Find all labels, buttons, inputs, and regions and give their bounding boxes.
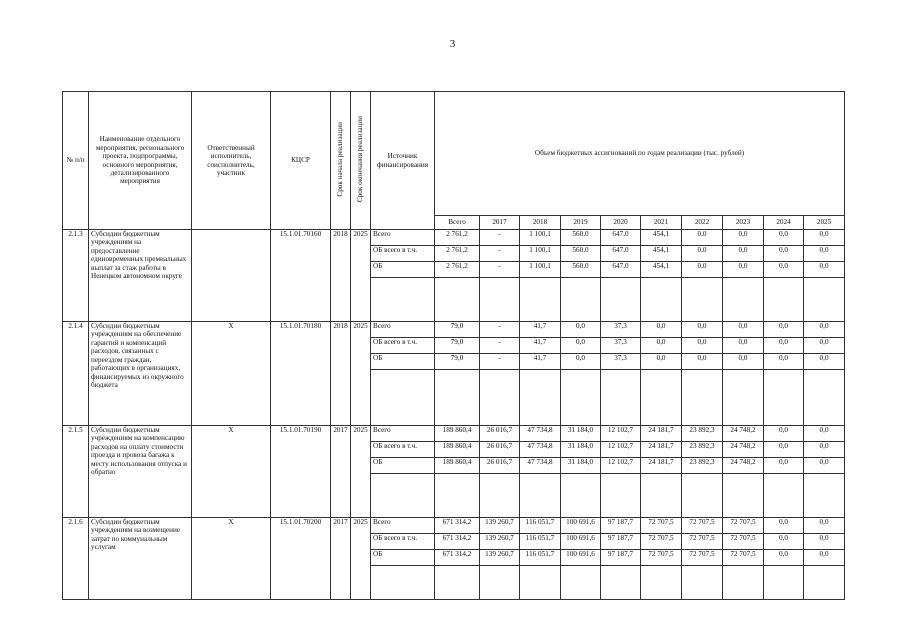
row-value: 1 100,1 bbox=[520, 262, 561, 278]
row-value: 72 707,5 bbox=[723, 534, 764, 550]
spacer-cell bbox=[371, 566, 435, 600]
table-row bbox=[63, 322, 845, 338]
row-value: - bbox=[480, 230, 520, 246]
spacer-cell bbox=[561, 370, 601, 426]
header-start-text: Срок начала реализации bbox=[336, 121, 345, 197]
row-value: 0,0 bbox=[561, 322, 601, 338]
row-value: 24 748,2 bbox=[723, 458, 764, 474]
row-value: 24 181,7 bbox=[641, 458, 682, 474]
spacer-cell bbox=[480, 566, 520, 600]
row-value: 31 184,0 bbox=[561, 458, 601, 474]
row-value: 0,0 bbox=[561, 354, 601, 370]
row-value: 26 016,7 bbox=[480, 442, 520, 458]
table-row bbox=[63, 426, 845, 442]
row-kcsr: 15.1.01.70160 bbox=[271, 230, 331, 322]
row-kcsr: 15.1.01.70200 bbox=[271, 518, 331, 600]
row-value: 37,3 bbox=[601, 322, 641, 338]
row-value: 72 707,5 bbox=[682, 550, 723, 566]
spacer-cell bbox=[601, 278, 641, 322]
spacer-cell bbox=[371, 370, 435, 426]
spacer-cell bbox=[435, 474, 480, 518]
row-value: 100 691,6 bbox=[561, 534, 601, 550]
header-year: 2019 bbox=[561, 216, 601, 230]
row-value: 454,1 bbox=[641, 230, 682, 246]
spacer-cell bbox=[520, 370, 561, 426]
row-value: 139 260,7 bbox=[480, 534, 520, 550]
row-value: 24 181,7 bbox=[641, 442, 682, 458]
row-value: 41,7 bbox=[520, 354, 561, 370]
row-source: ОБ bbox=[371, 550, 435, 566]
row-value: - bbox=[480, 262, 520, 278]
row-end: 2025 bbox=[351, 322, 371, 426]
row-value: 0,0 bbox=[682, 262, 723, 278]
row-value: 41,7 bbox=[520, 338, 561, 354]
row-value: 2 761,2 bbox=[435, 262, 480, 278]
row-value: 0,0 bbox=[764, 322, 804, 338]
row-source: ОБ всего в т.ч. bbox=[371, 442, 435, 458]
row-value: 0,0 bbox=[804, 338, 845, 354]
spacer-cell bbox=[723, 370, 764, 426]
row-value: 72 707,5 bbox=[682, 534, 723, 550]
row-value: 0,0 bbox=[804, 246, 845, 262]
spacer-cell bbox=[804, 278, 845, 322]
row-value: 647,0 bbox=[601, 246, 641, 262]
row-value: 0,0 bbox=[682, 338, 723, 354]
row-value: 26 016,7 bbox=[480, 426, 520, 442]
row-value: 12 102,7 bbox=[601, 458, 641, 474]
row-value: 116 051,7 bbox=[520, 550, 561, 566]
row-value: - bbox=[480, 338, 520, 354]
row-value: 72 707,5 bbox=[641, 518, 682, 534]
header-volume: Объем бюджетных ассигнований по годам реализации (тыс. рублей) bbox=[435, 92, 845, 216]
row-num: 2.1.3 bbox=[63, 230, 89, 322]
header-year: 2020 bbox=[601, 216, 641, 230]
row-value: 0,0 bbox=[764, 354, 804, 370]
row-value: 0,0 bbox=[723, 262, 764, 278]
row-value: 0,0 bbox=[804, 458, 845, 474]
row-value: 647,0 bbox=[601, 230, 641, 246]
budget-allocation-table bbox=[62, 91, 845, 600]
header-year: 2025 bbox=[804, 216, 845, 230]
row-source: Всего bbox=[371, 426, 435, 442]
page-number: 3 bbox=[449, 38, 456, 50]
spacer-cell bbox=[764, 474, 804, 518]
row-value: 79,0 bbox=[435, 322, 480, 338]
spacer-cell bbox=[682, 370, 723, 426]
spacer-cell bbox=[561, 474, 601, 518]
row-source: ОБ bbox=[371, 354, 435, 370]
header-year: 2023 bbox=[723, 216, 764, 230]
spacer-cell bbox=[641, 370, 682, 426]
row-value: 47 734,8 bbox=[520, 458, 561, 474]
spacer-cell bbox=[371, 474, 435, 518]
row-value: 0,0 bbox=[723, 354, 764, 370]
row-value: 139 260,7 bbox=[480, 550, 520, 566]
row-value: 671 314,2 bbox=[435, 518, 480, 534]
row-value: 72 707,5 bbox=[641, 534, 682, 550]
table-header bbox=[63, 92, 845, 230]
row-num: 2.1.6 bbox=[63, 518, 89, 600]
header-year: 2024 bbox=[764, 216, 804, 230]
header-year: 2018 bbox=[520, 216, 561, 230]
row-end: 2025 bbox=[351, 518, 371, 600]
row-start: 2017 bbox=[331, 518, 351, 600]
spacer-cell bbox=[371, 278, 435, 322]
row-value: 0,0 bbox=[804, 426, 845, 442]
row-value: 23 892,3 bbox=[682, 442, 723, 458]
row-value: 0,0 bbox=[764, 534, 804, 550]
header-executor: Ответственный исполнитель, соисполнитель, участник bbox=[192, 92, 271, 230]
row-value: 0,0 bbox=[804, 534, 845, 550]
row-source: Всего bbox=[371, 322, 435, 338]
row-value: 31 184,0 bbox=[561, 442, 601, 458]
row-value: 0,0 bbox=[764, 246, 804, 262]
spacer-cell bbox=[804, 566, 845, 600]
spacer-cell bbox=[480, 474, 520, 518]
row-value: 0,0 bbox=[764, 338, 804, 354]
row-start: 2018 bbox=[331, 322, 351, 426]
row-value: 0,0 bbox=[641, 354, 682, 370]
row-value: 0,0 bbox=[804, 262, 845, 278]
row-value: 23 892,3 bbox=[682, 426, 723, 442]
row-value: 0,0 bbox=[804, 230, 845, 246]
spacer-cell bbox=[641, 474, 682, 518]
spacer-cell bbox=[641, 566, 682, 600]
row-source: Всего bbox=[371, 230, 435, 246]
row-value: 100 691,6 bbox=[561, 550, 601, 566]
row-value: 0,0 bbox=[764, 426, 804, 442]
spacer-cell bbox=[764, 370, 804, 426]
row-value: 31 184,0 bbox=[561, 426, 601, 442]
row-start: 2018 bbox=[331, 230, 351, 322]
row-end: 2025 bbox=[351, 230, 371, 322]
row-value: 0,0 bbox=[764, 262, 804, 278]
spacer-cell bbox=[723, 278, 764, 322]
row-value: 72 707,5 bbox=[682, 518, 723, 534]
spacer-cell bbox=[435, 278, 480, 322]
row-value: 72 707,5 bbox=[723, 518, 764, 534]
spacer-cell bbox=[561, 566, 601, 600]
row-value: 189 860,4 bbox=[435, 426, 480, 442]
row-value: 100 691,6 bbox=[561, 518, 601, 534]
row-start: 2017 bbox=[331, 426, 351, 518]
row-value: 1 100,1 bbox=[520, 246, 561, 262]
spacer-cell bbox=[520, 566, 561, 600]
header-end bbox=[351, 92, 371, 230]
row-value: 41,7 bbox=[520, 322, 561, 338]
spacer-cell bbox=[682, 474, 723, 518]
row-value: 116 051,7 bbox=[520, 518, 561, 534]
header-source: Источник финансирования bbox=[371, 92, 435, 230]
row-value: 0,0 bbox=[764, 230, 804, 246]
spacer-cell bbox=[480, 370, 520, 426]
row-name: Субсидии бюджетным учреждениям на обеспечение гарантий и компенсаций расходов, связанных с переездом граждан, работающих в организациях, финансируемых из окружного бюджета bbox=[89, 322, 192, 426]
row-source: ОБ всего в т.ч. bbox=[371, 338, 435, 354]
row-value: 0,0 bbox=[682, 322, 723, 338]
row-value: 24 181,7 bbox=[641, 426, 682, 442]
spacer-cell bbox=[804, 370, 845, 426]
row-value: - bbox=[480, 322, 520, 338]
header-year: 2022 bbox=[682, 216, 723, 230]
row-value: 0,0 bbox=[804, 518, 845, 534]
row-name: Субсидии бюджетным учреждениям на возмещение затрат по коммунальным услугам bbox=[89, 518, 192, 600]
row-value: 0,0 bbox=[804, 354, 845, 370]
header-num: № п/п bbox=[63, 92, 89, 230]
row-source: ОБ bbox=[371, 458, 435, 474]
spacer-cell bbox=[682, 278, 723, 322]
row-value: 0,0 bbox=[723, 246, 764, 262]
spacer-cell bbox=[723, 474, 764, 518]
row-value: 139 260,7 bbox=[480, 518, 520, 534]
row-num: 2.1.5 bbox=[63, 426, 89, 518]
row-source: Всего bbox=[371, 518, 435, 534]
row-value: 0,0 bbox=[682, 230, 723, 246]
row-value: 26 016,7 bbox=[480, 458, 520, 474]
row-value: 1 100,1 bbox=[520, 230, 561, 246]
row-value: 24 748,2 bbox=[723, 426, 764, 442]
row-value: 12 102,7 bbox=[601, 426, 641, 442]
row-value: 97 187,7 bbox=[601, 518, 641, 534]
row-name: Субсидии бюджетным учреждениям на компенсацию расходов на оплату стоимости проезда и провоза багажа к месту использования отпуска и обратно bbox=[89, 426, 192, 518]
row-value: 0,0 bbox=[764, 442, 804, 458]
row-value: 0,0 bbox=[804, 550, 845, 566]
row-source: ОБ всего в т.ч. bbox=[371, 246, 435, 262]
spacer-cell bbox=[435, 566, 480, 600]
row-value: 0,0 bbox=[682, 354, 723, 370]
spacer-cell bbox=[682, 566, 723, 600]
spacer-cell bbox=[764, 566, 804, 600]
row-value: 0,0 bbox=[804, 322, 845, 338]
row-kcsr: 15.1.01.70180 bbox=[271, 322, 331, 426]
row-value: 454,1 bbox=[641, 246, 682, 262]
row-value: 671 314,2 bbox=[435, 550, 480, 566]
header-end-text: Срок окончания реализации bbox=[356, 116, 365, 203]
row-value: 24 748,2 bbox=[723, 442, 764, 458]
row-value: 37,3 bbox=[601, 338, 641, 354]
row-value: 37,3 bbox=[601, 354, 641, 370]
row-value: 0,0 bbox=[641, 322, 682, 338]
row-executor: Х bbox=[192, 322, 271, 426]
row-name: Субсидии бюджетным учреждениям на предоставление единовременных премиальных выплат за стаж работы в Ненецком автономном округе bbox=[89, 230, 192, 322]
row-value: 560,0 bbox=[561, 246, 601, 262]
row-end: 2025 bbox=[351, 426, 371, 518]
header-kcsr: КЦСР bbox=[271, 92, 331, 230]
row-value: 2 761,2 bbox=[435, 230, 480, 246]
spacer-cell bbox=[520, 278, 561, 322]
row-executor: Х bbox=[192, 426, 271, 518]
row-value: 72 707,5 bbox=[641, 550, 682, 566]
row-value: 189 860,4 bbox=[435, 442, 480, 458]
spacer-cell bbox=[480, 278, 520, 322]
row-value: 0,0 bbox=[723, 322, 764, 338]
row-value: 23 892,3 bbox=[682, 458, 723, 474]
spacer-cell bbox=[520, 474, 561, 518]
header-year: 2017 bbox=[480, 216, 520, 230]
table-row bbox=[63, 518, 845, 534]
row-value: 97 187,7 bbox=[601, 534, 641, 550]
row-value: 647,0 bbox=[601, 262, 641, 278]
row-executor bbox=[192, 230, 271, 322]
row-value: 47 734,8 bbox=[520, 426, 561, 442]
row-value: 47 734,8 bbox=[520, 442, 561, 458]
row-value: 2 761,2 bbox=[435, 246, 480, 262]
row-value: 189 860,4 bbox=[435, 458, 480, 474]
spacer-cell bbox=[764, 278, 804, 322]
spacer-cell bbox=[641, 278, 682, 322]
row-source: ОБ bbox=[371, 262, 435, 278]
table-row bbox=[63, 230, 845, 246]
row-value: 0,0 bbox=[764, 550, 804, 566]
spacer-cell bbox=[723, 566, 764, 600]
row-value: 0,0 bbox=[764, 458, 804, 474]
header-name: Наименование отдельного мероприятия, регионального проекта, подпрограммы, основного мероприятия, детализированного мероприятия bbox=[89, 92, 192, 230]
header-start bbox=[331, 92, 351, 230]
row-kcsr: 15.1.01.70190 bbox=[271, 426, 331, 518]
spacer-cell bbox=[804, 474, 845, 518]
row-num: 2.1.4 bbox=[63, 322, 89, 426]
header-year: 2021 bbox=[641, 216, 682, 230]
spacer-cell bbox=[601, 474, 641, 518]
row-value: 560,0 bbox=[561, 230, 601, 246]
row-value: 116 051,7 bbox=[520, 534, 561, 550]
row-value: 454,1 bbox=[641, 262, 682, 278]
row-value: 97 187,7 bbox=[601, 550, 641, 566]
row-value: 0,0 bbox=[723, 230, 764, 246]
row-value: 0,0 bbox=[641, 338, 682, 354]
row-value: 671 314,2 bbox=[435, 534, 480, 550]
spacer-cell bbox=[561, 278, 601, 322]
spacer-cell bbox=[601, 566, 641, 600]
row-value: 0,0 bbox=[723, 338, 764, 354]
row-value: 0,0 bbox=[561, 338, 601, 354]
row-value: 12 102,7 bbox=[601, 442, 641, 458]
row-value: 72 707,5 bbox=[723, 550, 764, 566]
row-value: 560,0 bbox=[561, 262, 601, 278]
row-value: - bbox=[480, 354, 520, 370]
spacer-cell bbox=[435, 370, 480, 426]
row-value: 0,0 bbox=[804, 442, 845, 458]
header-year: Всего bbox=[435, 216, 480, 230]
row-value: 0,0 bbox=[764, 518, 804, 534]
row-value: 0,0 bbox=[682, 246, 723, 262]
row-source: ОБ всего в т.ч. bbox=[371, 534, 435, 550]
table-body bbox=[63, 230, 845, 600]
row-value: 79,0 bbox=[435, 354, 480, 370]
row-executor: Х bbox=[192, 518, 271, 600]
row-value: 79,0 bbox=[435, 338, 480, 354]
row-value: - bbox=[480, 246, 520, 262]
spacer-cell bbox=[601, 370, 641, 426]
